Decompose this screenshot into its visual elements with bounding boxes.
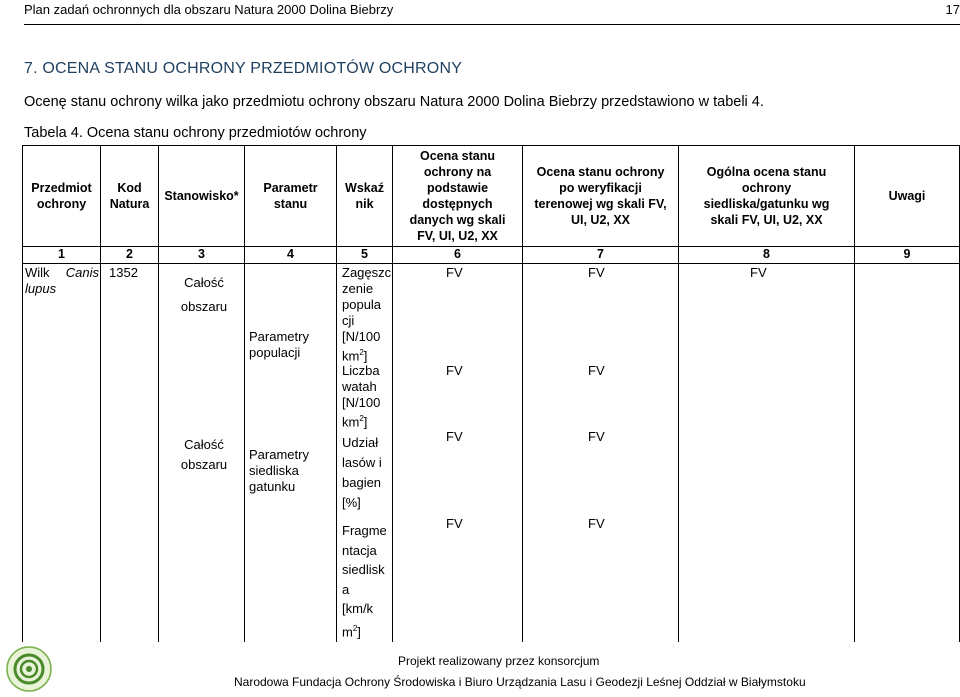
header-code: Kod Natura [109,181,150,211]
table-caption: Tabela 4. Ocena stanu ochrony przedmiotów ochrony [24,125,367,141]
indicator-text: Fragme [342,523,387,538]
fv-field-density: FV [588,265,605,280]
bracket: ] [363,414,368,430]
indicator-unit [342,411,390,430]
natura-code: 1352 [109,265,138,280]
indicator-text: cji [342,313,355,328]
superscript: 2 [359,348,364,357]
header-overall-assessment: Ogólna ocena stanu ochrony siedliska/gatunku wg skali FV, UI, U2, XX [703,165,830,227]
column-number: 4 [287,247,294,261]
header-indicator: Wskaź nik [345,181,384,211]
column-number: 7 [597,247,604,261]
number-row-divider [22,263,960,264]
species-epithet: lupus [25,281,57,296]
fv-data-packs: FV [446,363,463,378]
species-name [25,265,99,281]
section-heading: OCENA STANU OCHRONY PRZEDMIOTÓW OCHRONY [42,60,463,77]
header-subject: Przedmiot ochrony [31,181,92,211]
fv-data-fragmentation: FV [446,516,463,531]
indicator-text: Liczba [342,363,380,378]
column-number: 1 [58,247,65,261]
fv-data-density: FV [446,265,463,280]
header-field-assessment: Ocena stanu ochrony po weryfikacji terenowej wg skali FV, UI, U2, XX [534,165,667,227]
column-number: 3 [198,247,205,261]
page-header [24,0,960,22]
indicator-text: a [342,581,350,597]
intro-paragraph: Ocenę stanu ochrony wilka jako przedmiotu ochrony obszaru Natura 2000 Dolina Biebrzy przedstawiono w tabeli 4. [24,94,764,110]
species-common-name: Wilk [25,265,50,280]
page-number: 17 [945,2,960,17]
footer-project-line: Projekt realizowany przez konsorcjum [398,654,600,668]
fv-field-packs: FV [588,363,605,378]
column-number: 9 [903,247,911,261]
footer-consortium-line: Narodowa Fundacja Ochrony Środowiska i Biuro Urządzania Lasu i Geodezji Leśnej Oddział w Białymstoku [234,675,806,689]
assessment-table [22,145,960,642]
indicator-text: siedlisk [342,562,385,577]
header-title: Plan zadań ochronnych dla obszaru Natura 2000 Dolina Biebrzy [24,2,394,17]
column-number: 2 [126,247,133,261]
indicator-text: bagien [342,475,382,490]
indicator-text: popula [342,297,382,312]
bracket: ] [357,623,361,639]
indicator-text: km [342,348,360,364]
indicator-unit [342,345,390,364]
indicator-text: m [342,623,353,639]
foundation-logo-icon [2,645,60,697]
indicator-fragmentation [342,521,390,641]
header-remarks: Uwagi [888,189,926,203]
column-number: 8 [763,247,770,261]
fv-field-fragmentation: FV [588,516,605,531]
fv-overall: FV [750,265,767,280]
column-number: 5 [361,247,368,261]
indicator-text: km [342,414,360,430]
indicator-pack-count [342,363,390,430]
site-whole-area: Całość obszaru [180,437,228,472]
indicator-text: watah [342,379,377,394]
fv-data-forest: FV [446,429,463,444]
header-parameter: Parametr stanu [263,181,318,211]
superscript: 2 [359,414,364,423]
section-title [24,60,462,78]
section-number: 7. [24,60,38,77]
bracket: ] [363,348,368,364]
indicator-text: ntacja [342,542,377,558]
indicator-density [342,265,390,364]
indicator-text: [N/100 [342,329,381,344]
column-number: 6 [454,247,461,261]
indicator-text: lasów i [342,455,382,470]
parameter-population: Parametry populacji [249,329,309,360]
indicator-text: Udział [342,435,379,450]
superscript: 2 [352,623,358,633]
header-divider [24,24,960,25]
header-site: Stanowisko* [164,189,239,203]
indicator-text: [km/k [342,601,374,616]
species-genus: Canis [65,265,99,280]
indicator-forest-share [342,433,390,513]
header-data-assessment: Ocena stanu ochrony na podstawie dostępnych danych wg skali FV, UI, U2, XX [409,149,506,243]
indicator-text: zenie [342,281,374,296]
indicator-text: [N/100 [342,395,381,410]
parameter-habitat: Parametry siedliska gatunku [249,447,309,494]
indicator-text: [%] [342,495,361,510]
indicator-unit [342,619,390,642]
fv-field-forest: FV [588,429,605,444]
site-whole-area: Całość obszaru [180,275,228,314]
indicator-text: Zagęszc [342,265,392,280]
